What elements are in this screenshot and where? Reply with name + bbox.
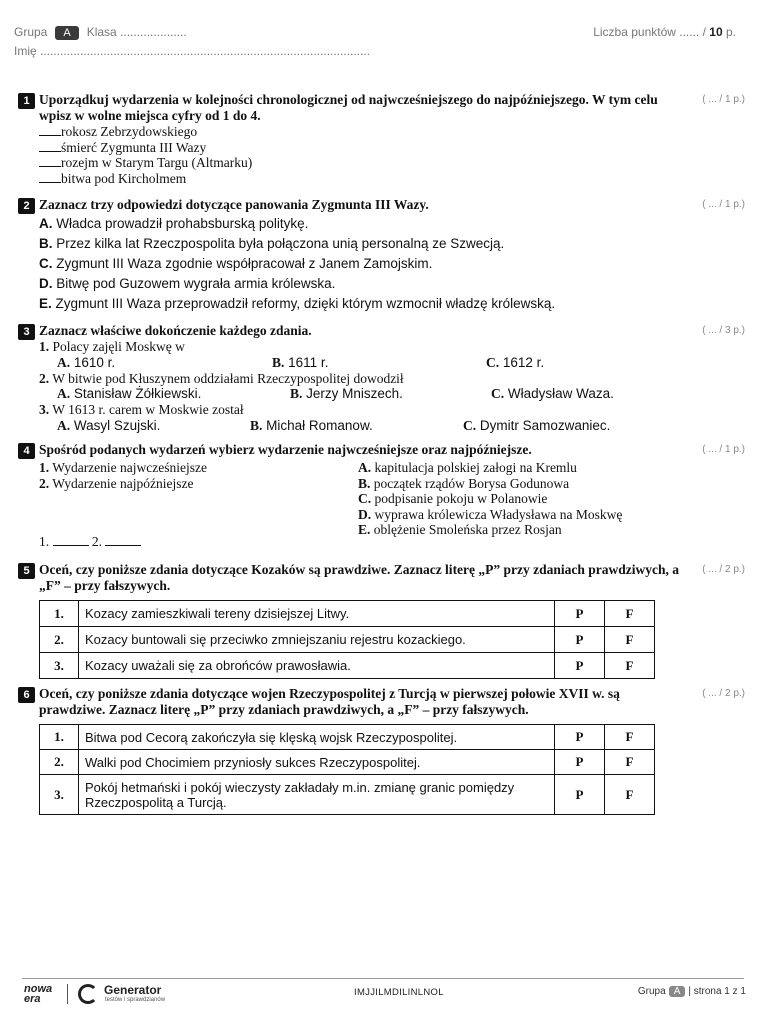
match-left-column [39,460,207,491]
order-item[interactable]: bitwa pod Kircholmem [39,171,748,187]
nowa-era-logo: nowa era [24,983,53,1005]
option-c[interactable]: C. Dymitr Samozwaniec. [463,417,611,433]
answer-blank-2[interactable] [105,536,141,546]
match-right-column [358,460,622,538]
task-4 [18,442,748,557]
task-question: Zaznacz trzy odpowiedzi dotyczące panowania Zygmunta III Wazy. [39,197,429,212]
option-a[interactable]: A. 1610 r. [57,354,116,370]
task-number: 4 [18,443,35,459]
false-option[interactable]: F [605,653,655,679]
task-points: ( ... / 1 p.) [702,199,745,210]
task-2 [18,197,748,314]
option-a[interactable]: A. Władca prowadził prohabsburską politykę. [39,216,309,231]
task-number: 2 [18,198,35,214]
subquestion: 1. Polacy zajęli Moskwę w [39,339,185,354]
answer-blank[interactable] [39,172,61,183]
task-points: ( ... / 1 p.) [702,94,745,105]
test-code: IMJJILMDILINLNOL [354,987,444,998]
name-line: Imię ................................................................................................... [14,44,371,58]
true-option[interactable]: P [555,627,605,653]
option-d[interactable]: D. Bitwę pod Guzowem wygrała armia królewska. [39,276,336,291]
match-left-item: 1. Wydarzenie najwcześniejsze [39,460,207,475]
true-option[interactable]: P [555,775,605,815]
order-item[interactable]: rokosz Zebrzydowskiego [39,124,748,140]
option-c[interactable]: C. Zygmunt III Waza zgodnie współpracował z Janem Zamojskim. [39,256,433,271]
true-option[interactable]: P [555,750,605,775]
match-right-item: C. podpisanie pokoju w Polanowie [358,491,548,506]
true-false-table [39,600,655,679]
false-option[interactable]: F [605,627,655,653]
answer-blank-1[interactable] [53,536,89,546]
task-number: 5 [18,563,35,579]
task-points: ( ... / 2 p.) [702,564,745,575]
subquestion-options [39,386,748,402]
footer-divider [22,978,744,979]
points-total: Liczba punktów ...... / 10 p. [593,25,736,39]
subquestion: 2. W bitwie pod Kłuszynem oddziałami Rzeczypospolitej dowodził [39,370,404,386]
generator-logo-title: Generator [104,983,162,997]
option-c[interactable]: C. Władysław Waza. [491,386,614,401]
table-row: 2. Walki pod Chocimiem przyniosły sukces Rzeczypospolitej. P F [40,750,655,775]
match-right-item: D. wyprawa królewicza Władysława na Moskwę [358,506,623,522]
group-label: Grupa [14,25,48,39]
table-row: 3. Pokój hetmański i pokój wieczysty zakładały m.in. zmianę granic pomiędzy Rzeczpospolitą a Turcją. P F [40,775,655,815]
option-e[interactable]: E. Zygmunt III Waza przeprowadził reformy, dzięki którym wzmocnił władzę królewską. [39,296,556,311]
footer-group-badge: A [669,986,686,997]
table-row: 1. Bitwa pod Cecorą zakończyła się klęską wojsk Rzeczypospolitej. P F [40,725,655,750]
order-item[interactable]: rozejm w Starym Targu (Altmarku) [39,155,748,171]
table-row: 3. Kozacy uważali się za obrońców prawosławia. P F [40,653,655,679]
match-right-item: E. oblężenie Smoleńska przez Rosjan [358,522,562,537]
header-group [14,25,187,40]
task-number: 3 [18,324,35,340]
table-row: 2. Kozacy buntowali się przeciwko zmniejszaniu rejestru kozackiego. P F [40,627,655,653]
true-false-table [39,724,655,815]
class-label: Klasa .................... [86,25,187,39]
table-row: 1. Kozacy zamieszkiwali tereny dzisiejszej Litwy. P F [40,601,655,627]
task-question: Oceń, czy poniższe zdania dotyczące Kozaków są prawdziwe. Zaznacz literę „P” przy zdaniach prawdziwych, a „F” – przy fałszywych. [39,562,680,593]
task-3 [18,323,748,434]
option-b[interactable]: B. Michał Romanow. [250,417,373,433]
task-points: ( ... / 2 p.) [702,688,745,699]
task-6 [18,686,748,815]
answer-line: 1. 2. [39,534,141,550]
group-badge: A [55,26,78,40]
option-c[interactable]: C. 1612 r. [486,354,545,370]
false-option[interactable]: F [605,725,655,750]
true-option[interactable]: P [555,653,605,679]
task-points: ( ... / 1 p.) [702,444,745,455]
option-a[interactable]: A. Wasyl Szujski. [57,417,161,433]
order-item[interactable]: śmierć Zygmunta III Wazy [39,140,748,156]
subquestion: 3. W 1613 r. carem w Moskwie został [39,402,244,417]
footer-page-info: Grupa A | strona 1 z 1 [637,986,746,997]
false-option[interactable]: F [605,775,655,815]
subquestion-options [39,418,748,434]
task-question: Spośród podanych wydarzeń wybierz wydarzenie najwcześniejsze oraz najpóźniejsze. [39,442,532,457]
task-question: Oceń, czy poniższe zdania dotyczące wojen Rzeczypospolitej z Turcją w pierwszej połowie XVII w. są prawdziwe. Zaznacz literę „P” przy zdaniach prawdziwych, a „F” – przy fałszywych. [39,686,620,717]
task-number: 1 [18,93,35,109]
true-option[interactable]: P [555,725,605,750]
option-b[interactable]: B. 1611 r. [272,354,329,370]
generator-logo-icon [78,984,98,1004]
match-left-item: 2. Wydarzenie najpóźniejsze [39,475,194,491]
option-b[interactable]: B. Jerzy Mniszech. [290,386,403,401]
subquestion-options [39,355,748,371]
task-question: Zaznacz właściwe dokończenie każdego zdania. [39,323,312,338]
answer-blank[interactable] [39,125,61,136]
option-a[interactable]: A. Stanisław Żółkiewski. [57,386,202,401]
task-points: ( ... / 3 p.) [702,325,745,336]
task-number: 6 [18,687,35,703]
logo-separator [67,984,68,1004]
task-1 [18,92,748,186]
match-right-item: B. początek rządów Borysa Godunowa [358,475,570,491]
task-question: Uporządkuj wydarzenia w kolejności chronologicznej od najwcześniejszego do najpóźniejszego. W tym celu wpisz w wolne miejsca cyfry od 1 do 4. [39,92,658,123]
false-option[interactable]: F [605,750,655,775]
generator-logo-subtitle: testów i sprawdzianów [105,997,166,1003]
option-b[interactable]: B. Przez kilka lat Rzeczpospolita była połączona unią personalną ze Szwecją. [39,236,505,251]
answer-blank[interactable] [39,156,61,167]
true-option[interactable]: P [555,601,605,627]
match-right-item: A. kapitulacja polskiej załogi na Kremlu [358,460,577,475]
task-5 [18,562,748,679]
answer-blank[interactable] [39,141,61,152]
false-option[interactable]: F [605,601,655,627]
